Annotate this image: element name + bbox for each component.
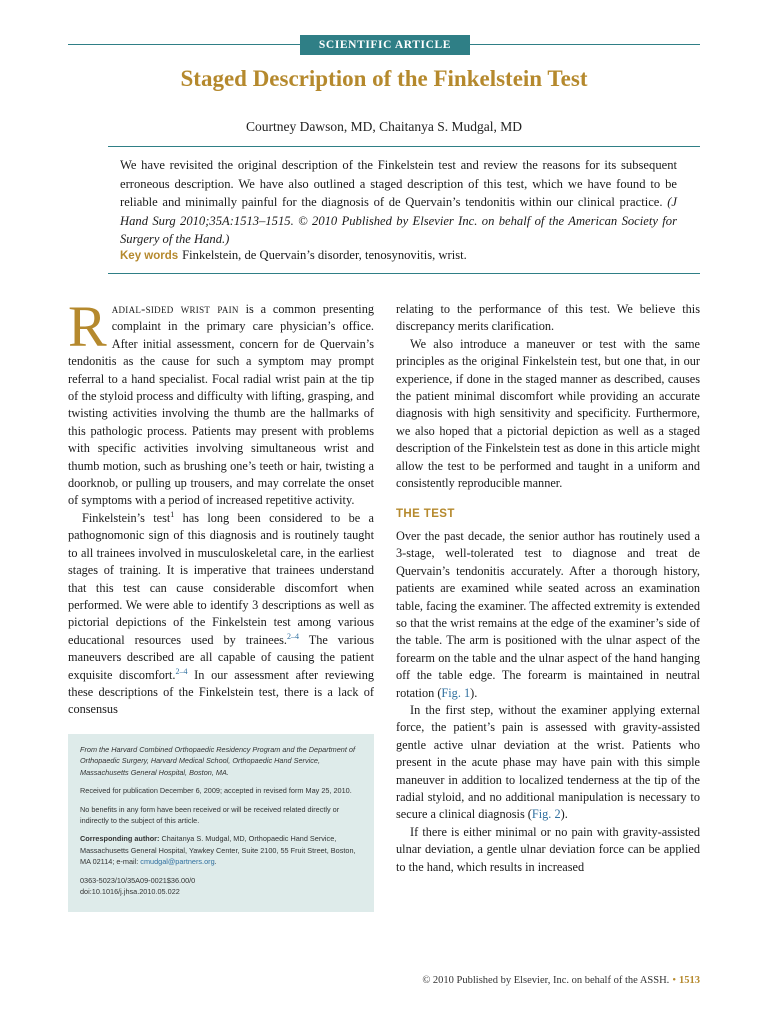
keywords-text: Finkelstein, de Quervain’s disorder, tenosynovitis, wrist.	[182, 248, 467, 262]
test-paragraph-3: If there is either minimal or no pain with gravity-assisted ulnar deviation, a gentle ulnar deviation force can be applied to the hand, which results in increased	[396, 824, 700, 874]
test-paragraph-1-end: ).	[470, 685, 478, 700]
corresponding-author-label: Corresponding author:	[80, 834, 160, 844]
author-list: Courtney Dawson, MD, Chaitanya S. Mudgal, MD	[246, 119, 522, 134]
corresponding-author-end: .	[214, 857, 217, 867]
para-2-part-a: Finkelstein’s test	[82, 510, 171, 525]
right-paragraph-1: relating to the performance of this test. We believe this discrepancy merits clarification.	[396, 302, 700, 334]
fig-2-link[interactable]: Fig. 2	[531, 807, 561, 822]
reference-2-4[interactable]: 2–4	[287, 631, 300, 641]
para-2-part-d: In our assessment after reviewing these descriptions of the Finkelstein test, there is a lack of consensus	[68, 667, 375, 717]
test-paragraph-2	[396, 702, 700, 824]
keywords	[120, 246, 680, 265]
right-paragraph-2: We also introduce a maneuver or test with the same principles as the original Finkelstein test, but one that, in our experience, if done in the staged manner as described, causes the patient minimal discomfort while providing an accurate diagnosis with high sensitivity and specificity. Furthermore, we also hoped that a pictorial depiction as well as a staged description of the Finkelstein test as done in this article might allow the test to be performed and taught in a uniform and consistently reproducible manner.	[396, 336, 700, 491]
abstract-rule-bottom	[108, 273, 700, 274]
reference-2-4-second[interactable]: 2–4	[175, 666, 188, 676]
abstract-text: We have revisited the original description of the Finkelstein test and review the reasons for its subsequent erroneous description. We have also outlined a staged description of this test, which we have found to be reliable and minimally painful for the diagnosis of de Quervain’s tendonitis within our clinical practice.	[120, 158, 677, 210]
benefits-statement: No benefits in any form have been received or will be received related directly or indirectly to the subject of this article.	[80, 804, 340, 826]
received-dates: Received for publication December 6, 2009; accepted in revised form May 25, 2010.	[80, 786, 352, 796]
footer-copyright: © 2010 Published by Elsevier, Inc. on behalf of the ASSH.	[422, 975, 670, 986]
intro-paragraph-1-text: is a common presenting complaint in the primary care physician’s office. After initial assessment, concern for de Quervain’s tendonitis as the cause for such a symptom may prompt referral to a hand specialist. Focal radial wrist pain at the tip of the styloid process and difficulty with lifting, grasping, and twisting activities involving the thumb are the hallmarks of this pathologic process. Patients may present with problems with specific activities involving simultaneous wrist and thumb motion, such as brushing one’s teeth or hair, twisting a doorknob, or pulling up trousers, and may correlate the onset of symptoms with a period of increased repetitive activity.	[68, 302, 374, 508]
page-footer	[422, 975, 700, 986]
abstract-citation: (J Hand Surg 2010;35A:1513–1515. © 2010 Published by Elsevier Inc. on behalf of the American Society for Surgery of the Hand.)	[120, 195, 677, 247]
test-paragraph-2-text: In the first step, without the examiner applying external force, the patient’s pain is assessed with gravity-assisted gentle active ulnar deviation at the wrist. Patients who present in the acute phase may have pain with this simple maneuver in addition to localized tenderness at the tip of the radial styloid, and no additional manipulation is necessary to secure a clinical diagnosis (	[396, 702, 700, 822]
keywords-label: Key words	[120, 250, 179, 262]
article-title: Staged Description of the Finkelstein Test	[180, 66, 588, 91]
para-2-part-c: The various maneuvers described are all capable of causing the patient exquisite discomfort.	[68, 632, 374, 682]
publication-ids	[80, 875, 364, 898]
para-2-part-b: has long been considered to be a pathognomonic sign of this diagnosis and is routinely taught to all trainees involved in musculoskeletal care, in the earliest stages of training. It is imperative that trainees understand that this test can cause considerable discomfort when performed. We were able to identify 3 descriptions as well as pictorial depictions of the Finkelstein test among various educational resources used by trainees.	[68, 510, 374, 647]
left-column	[68, 294, 375, 719]
intro-paragraph-1	[68, 294, 374, 510]
test-paragraph-1-text: Over the past decade, the senior author has routinely used a 3-stage, well-tolerated test to diagnose and treat de Quervain’s tendonitis accurately. After a thorough history, patients are examined while seated across an examination table, facing the examiner. The affected extremity is extended so that the wrist remains at the edge of the examiner’s side of the table. The arm is positioned with the ulnar aspect of the forearm on the table and the ulnar aspect of the hand hanging off the table edge. The forearm is maintained in neutral rotation (	[396, 528, 700, 700]
lead-in-smallcaps: adial-sided wrist pain	[111, 302, 239, 316]
test-paragraph-1	[396, 528, 700, 702]
abstract-rule-top	[108, 146, 700, 147]
corresponding-author-text: Chaitanya S. Mudgal, MD, Orthopaedic Hand Service, Massachusetts General Hospital, Yawkey Center, Suite 2100, 55 Fruit Street, Boston, MA 02114; e-mail:	[80, 834, 356, 867]
affiliation: From the Harvard Combined Orthopaedic Residency Program and the Department of Orthopaedic Surgery, Harvard Medical School, Orthopaedic Hand Service, Massachusetts General Hospital, Boston, MA.	[80, 745, 355, 777]
drop-cap: R	[68, 294, 107, 359]
article-info-box	[68, 734, 374, 912]
intro-paragraph-2	[68, 510, 374, 719]
issn: 0363-5023/10/35A09-0021$36.00/0	[80, 875, 196, 885]
reference-1[interactable]: 1	[170, 509, 175, 519]
footer-bullet: •	[672, 975, 676, 986]
right-column	[396, 301, 700, 876]
doi: doi:10.1016/j.jhsa.2010.05.022	[80, 887, 180, 897]
author-email-link[interactable]: cmudgal@partners.org	[140, 857, 215, 867]
page-number: 1513	[679, 975, 700, 986]
section-tag: SCIENTIFIC ARTICLE	[300, 35, 470, 55]
abstract	[120, 156, 677, 249]
section-heading-the-test: THE TEST	[396, 508, 455, 521]
fig-1-link[interactable]: Fig. 1	[441, 685, 471, 700]
corresponding-author	[80, 833, 364, 867]
test-paragraph-2-end: ).	[560, 807, 568, 822]
